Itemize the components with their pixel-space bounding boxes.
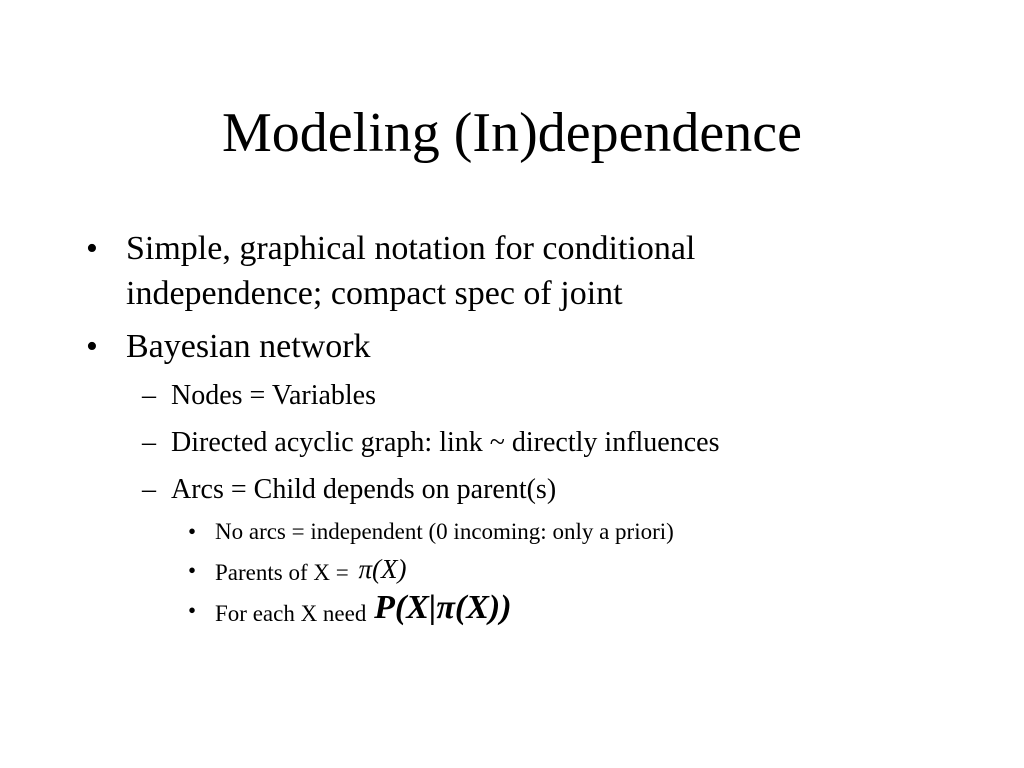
subitem-text: Nodes = Variables: [171, 380, 377, 411]
dash-icon: –: [142, 474, 156, 505]
subsubitem-text-container: [215, 556, 406, 588]
slide-title: Modeling (In)dependence: [222, 102, 802, 164]
parents-formula: π(X): [358, 554, 407, 584]
subsubitem-text: Parents of X =: [215, 560, 355, 585]
dash-icon: –: [142, 427, 156, 458]
dash-icon: –: [142, 380, 156, 411]
subitem-text: Arcs = Child depends on parent(s): [171, 474, 557, 505]
subitem-text: Directed acyclic graph: link ~ directly influences: [171, 427, 720, 458]
subsubitem-text: No arcs = independent (0 incoming: only a priori): [215, 519, 674, 544]
subsubitem-text-container: [215, 589, 512, 629]
bullet-text-line-1: Simple, graphical notation for conditional: [126, 230, 696, 267]
conditional-probability-formula: P(X|π(X)): [374, 589, 512, 626]
bullet-icon: •: [188, 519, 197, 544]
bullet-text-line-2: independence; compact spec of joint: [126, 275, 623, 312]
subsubitem-text: For each X need: [215, 601, 373, 626]
bullet-text: [126, 226, 886, 316]
bullet-icon: •: [188, 598, 197, 623]
bullet-icon: •: [86, 328, 98, 365]
bullet-icon: •: [86, 230, 98, 267]
bullet-text: Bayesian network: [126, 328, 371, 365]
bullet-icon: •: [188, 558, 197, 583]
